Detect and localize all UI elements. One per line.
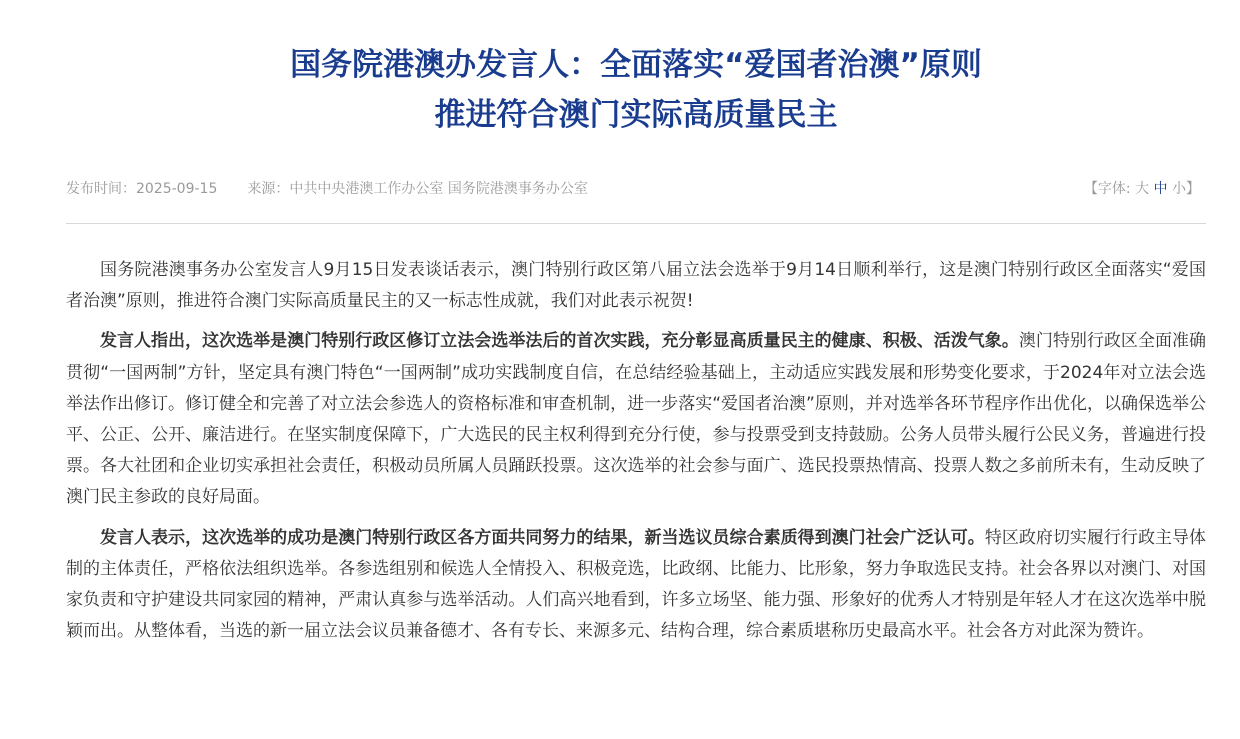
paragraph-text: 特区政府切实履行行政主导体制的主体责任，严格依法组织选举。各参选组别和候选人全情投入、积极竞选，比政纲、比能力、比形象，努力争取选民支持。社会各界以对澳门、对国家负责和守护建设共同家园的精神，严肃认真参与选举活动。人们高兴地看到，许多立场坚、能力强、形象好的优秀人才特别是年轻人才在这次选举中脱颖而出。从整体看，当选的新一届立法会议员兼备德才、各有专长、来源多元、结构合理，综合素质堪称历史最高水平。社会各方对此深为赞许。 — [66, 527, 1206, 642]
font-size-medium-link[interactable]: 中 — [1153, 181, 1168, 197]
article-paragraph-1 — [66, 255, 1206, 317]
publish-date-label: 发布时间： — [66, 181, 136, 197]
article-body — [66, 255, 1206, 656]
article-paragraph-2 — [66, 326, 1206, 513]
paragraph-lead: 发言人表示，这次选举的成功是澳门特别行政区各方面共同努力的结果，新当选议员综合素质得到澳门社会广泛认可。 — [100, 527, 985, 548]
font-size-close: 】 — [1186, 181, 1200, 197]
paragraph-text: 澳门特别行政区全面准确贯彻“一国两制”方针，坚定具有澳门特色“一国两制”成功实践制度自信，在总结经验基础上，主动适应实践发展和形势变化要求，于2024年对立法会选举法作出修订。修订健全和完善了对立法会参选人的资格标准和审查机制，进一步落实“爱国者治澳”原则，并对选举各环节程序作出优化，以确保选举公平、公正、公开、廉洁进行。在坚实制度保障下，广大选民的民主权利得到充分行使，参与投票受到支持鼓励。公务人员带头履行公民义务，普遍进行投票。各大社团和企业切实承担社会责任，积极动员所属人员踊跃投票。这次选举的社会参与面广、选民投票热情高、投票人数之多前所未有，生动反映了澳门民主参政的良好局面。 — [66, 331, 1206, 508]
source-wrap — [247, 181, 587, 197]
font-size-open: 【字体: — [1083, 181, 1136, 197]
paragraph-text: 国务院港澳事务办公室发言人9月15日发表谈话表示，澳门特别行政区第八届立法会选举于9月14日顺利举行，这是澳门特别行政区全面落实“爱国者治澳”原则，推进符合澳门实际高质量民主的又一标志性成就，我们对此表示祝贺! — [66, 260, 1206, 312]
article — [66, 0, 1206, 642]
meta-divider — [66, 223, 1206, 224]
source-label: 来源： — [247, 181, 290, 197]
paragraph-lead: 发言人指出，这次选举是澳门特别行政区修订立法会选举法后的首次实践，充分彰显高质量民主的健康、积极、活泼气象。 — [100, 331, 1019, 352]
font-size-switcher — [1084, 176, 1200, 202]
article-paragraph-3 — [66, 523, 1206, 648]
publish-date: 2025-09-15 — [136, 181, 218, 197]
font-size-large-link[interactable]: 大 — [1135, 181, 1150, 197]
article-meta — [66, 176, 1206, 202]
article-title-line-1: 国务院港澳办发言人：全面落实“爱国者治澳”原则 — [290, 47, 982, 83]
article-title-line-2: 推进符合澳门实际高质量民主 — [434, 97, 838, 133]
font-size-small-link[interactable]: 小 — [1172, 181, 1186, 197]
source-name: 中共中央港澳工作办公室 国务院港澳事务办公室 — [289, 181, 588, 197]
article-title — [66, 0, 1206, 140]
